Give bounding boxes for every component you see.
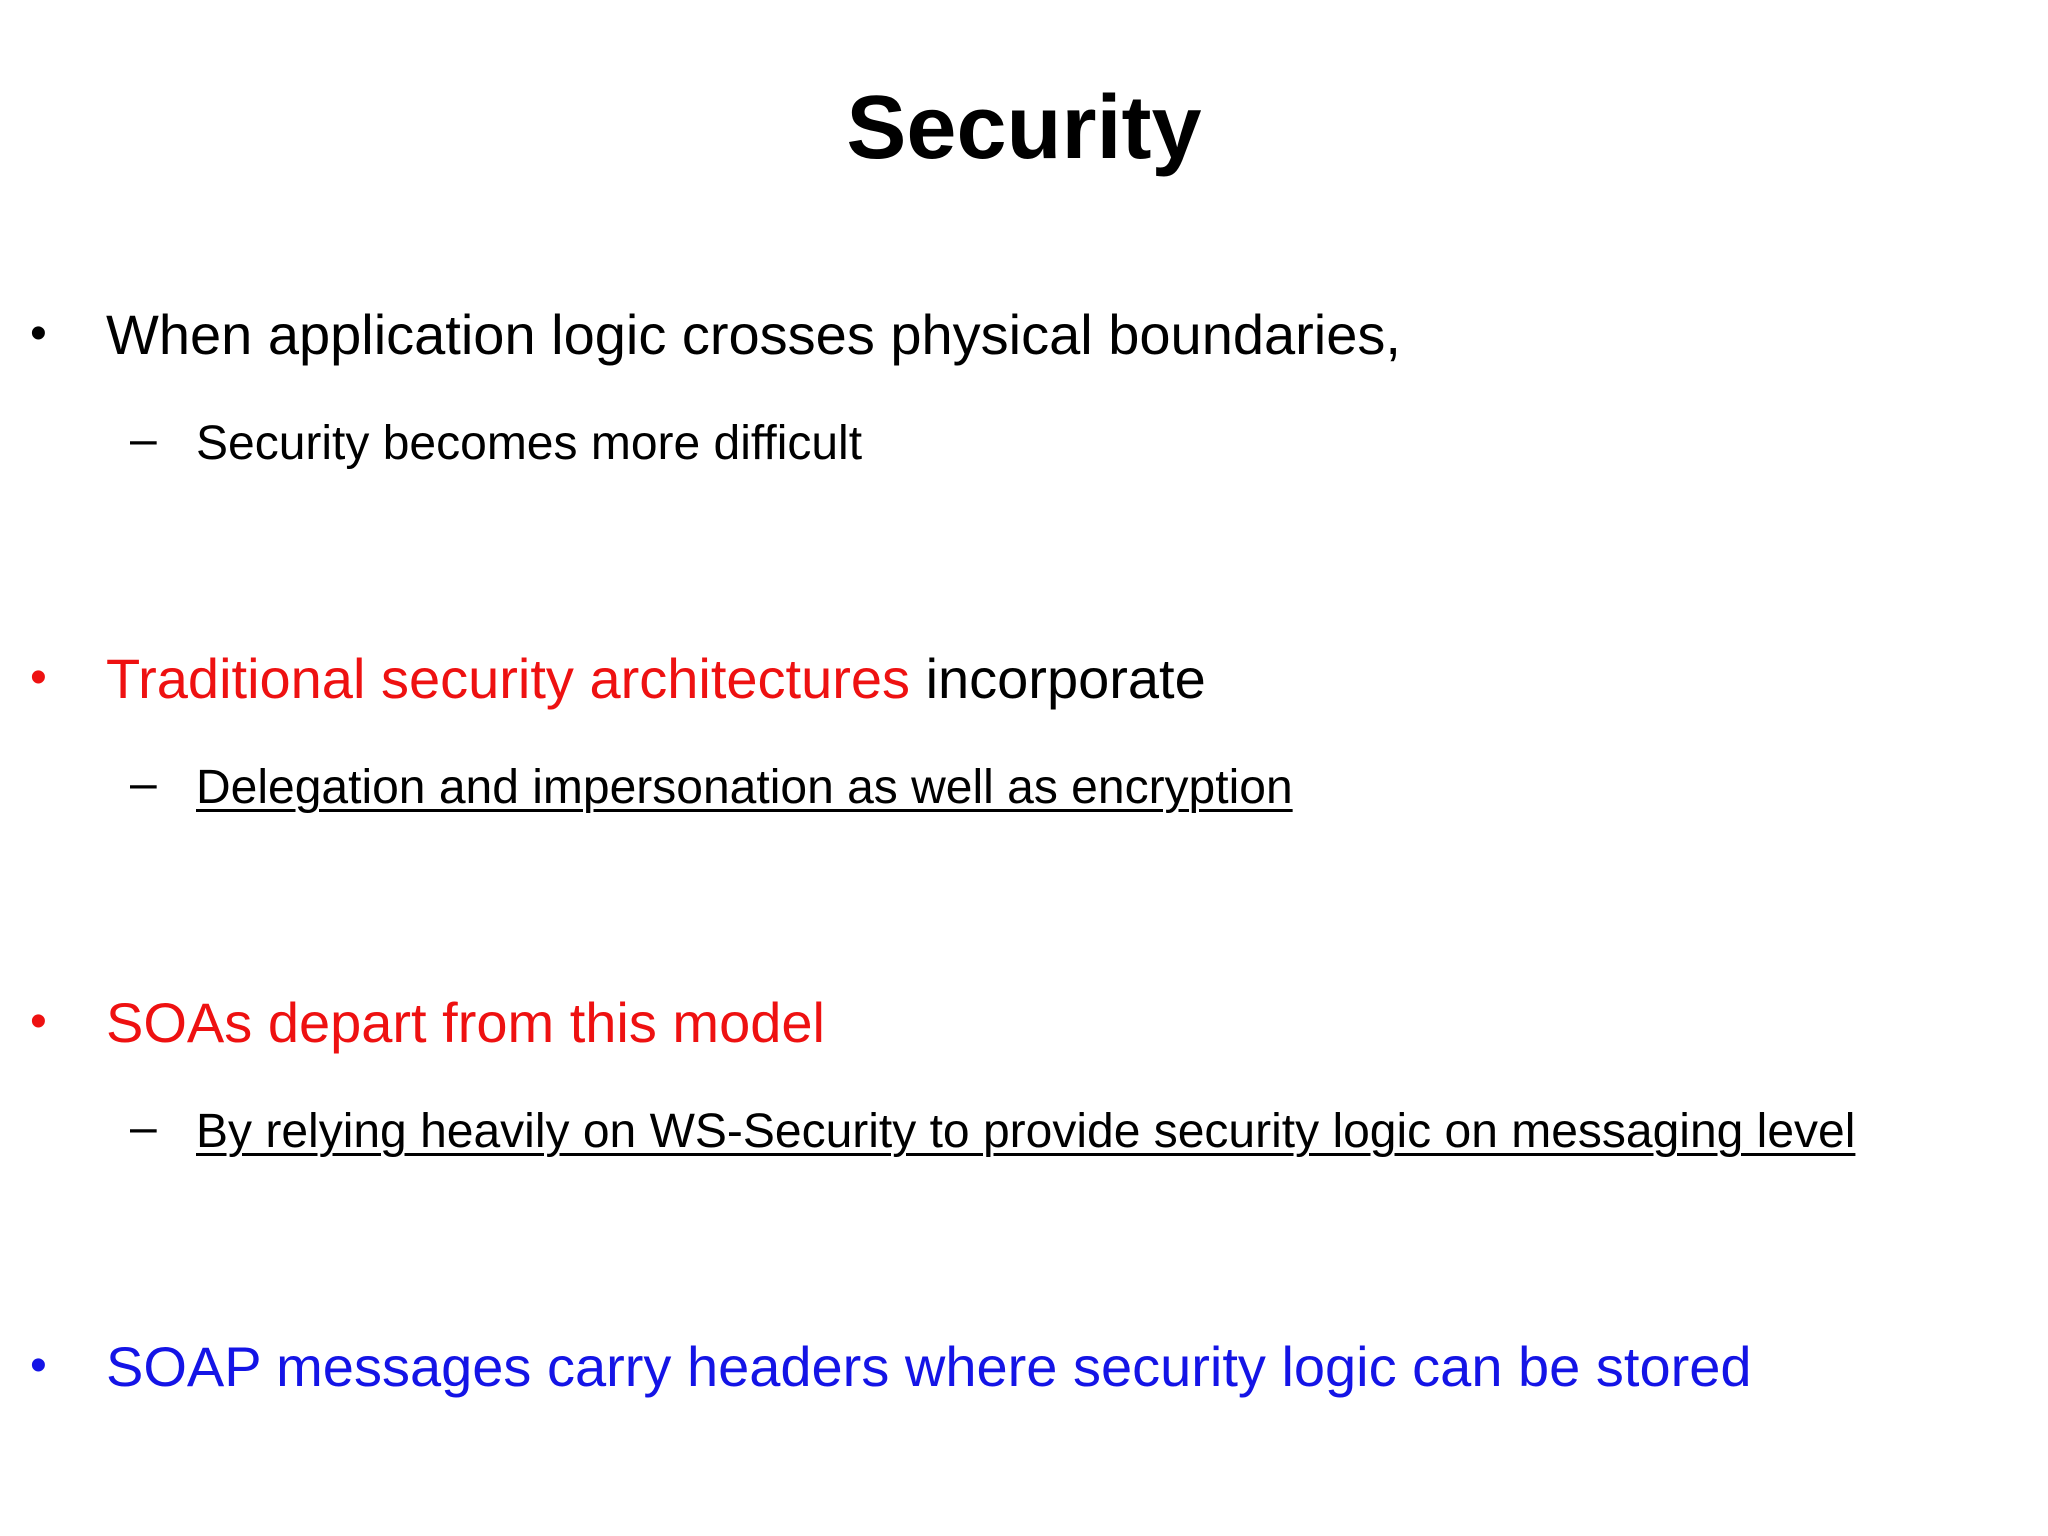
bullet-text (106, 1332, 1752, 1402)
slide-title: Security (846, 78, 1202, 178)
dash-icon: – (130, 757, 157, 810)
sub-bullet-text: Security becomes more difficult (196, 417, 863, 470)
dash-icon: – (130, 1101, 157, 1154)
bullet-dot-icon: • (30, 307, 47, 360)
bullet-text-segment: incorporate (910, 647, 1206, 710)
bullet-text (106, 300, 1401, 370)
bullet-dot-icon: • (30, 1339, 47, 1392)
bullet-text (106, 988, 825, 1058)
sub-bullet-text: Delegation and impersonation as well as encryption (196, 761, 1293, 814)
bullet-dot-icon: • (30, 995, 47, 1048)
bullet-text (106, 644, 1206, 714)
bullet-dot-icon: • (30, 651, 47, 704)
bullet-text-segment: When application logic crosses physical boundaries, (106, 303, 1401, 366)
sub-bullet-text: By relying heavily on WS-Security to provide security logic on messaging level (196, 1105, 1856, 1158)
bullet-text-segment-highlight: Traditional security architectures (106, 647, 911, 710)
bullet-text-segment-highlight: SOAs depart from this model (106, 991, 825, 1054)
bullet-text-segment-highlight: SOAP messages carry headers where security logic can be stored (106, 1335, 1752, 1398)
dash-icon: – (130, 413, 157, 466)
